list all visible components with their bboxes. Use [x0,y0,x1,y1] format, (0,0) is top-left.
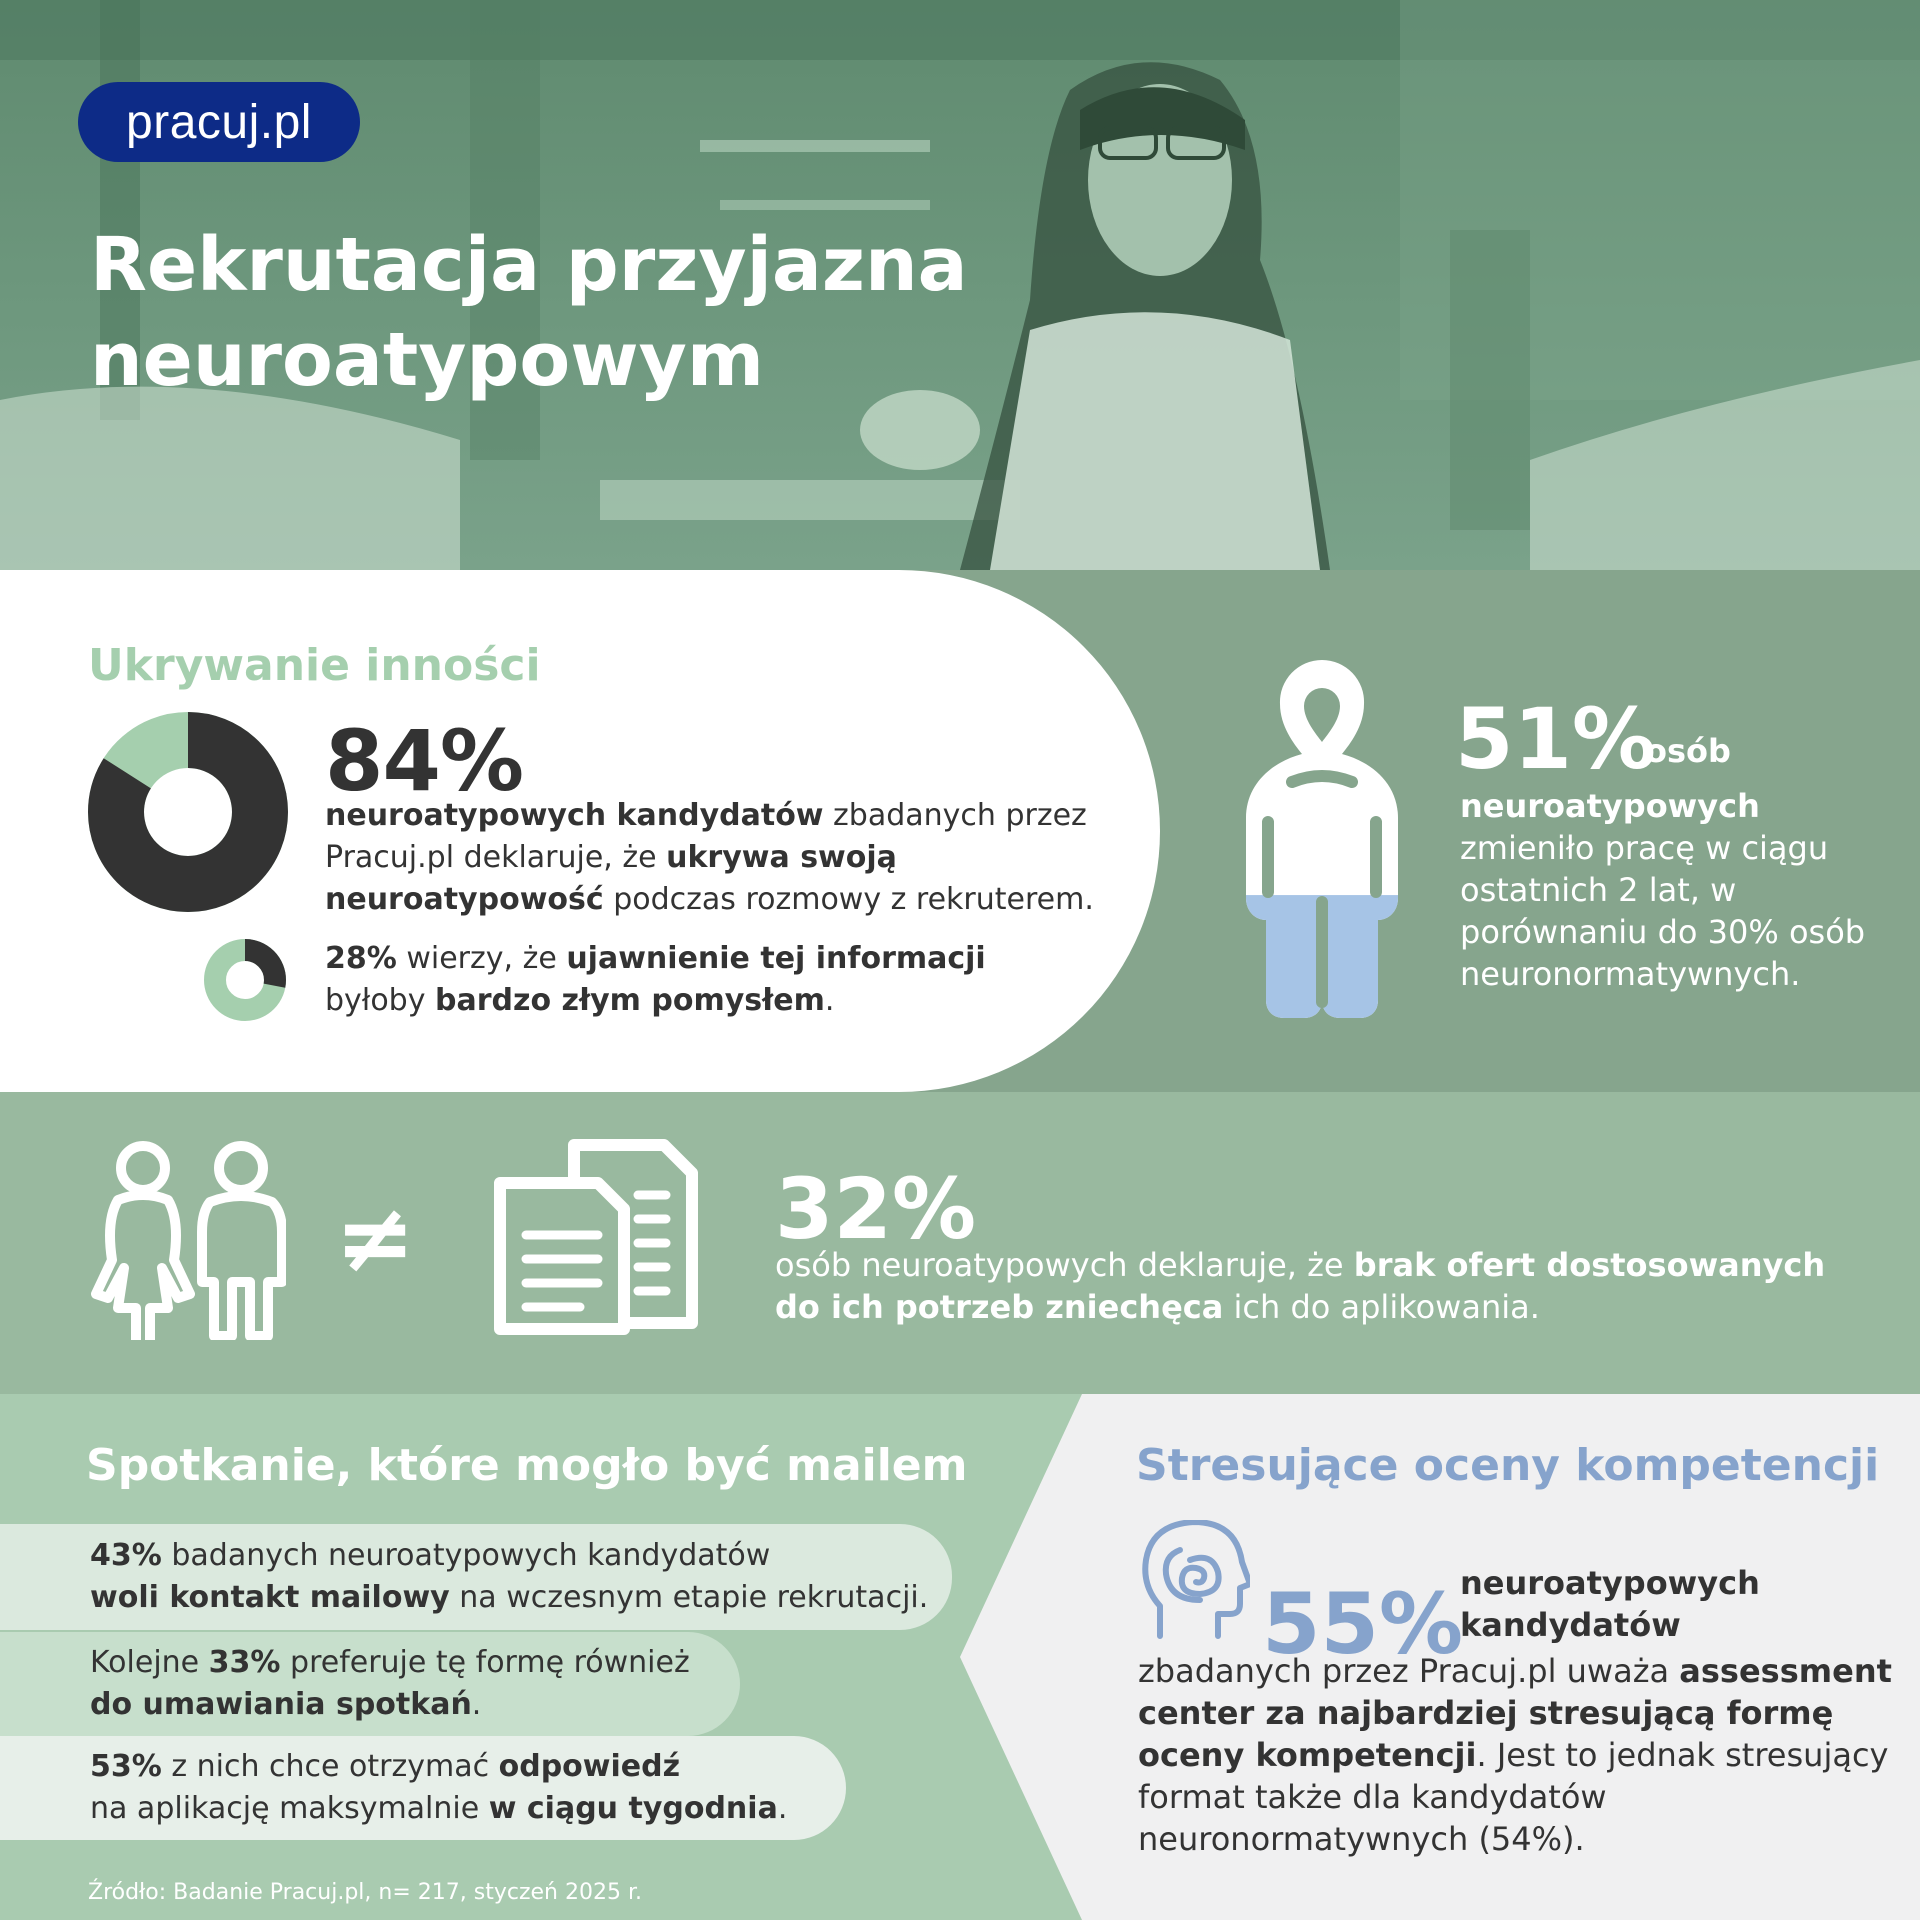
meeting-stat-53: 53% z nich chce otrzymać odpowiedź na aplikację maksymalnie w ciągu tygodnia. [0,1736,846,1840]
source-note: Źródło: Badanie Pracuj.pl, n= 217, styczeń 2025 r. [88,1880,642,1905]
documents-icon [490,1135,700,1335]
stat-55-heading: neuroatypowych kandydatów [1460,1564,1760,1644]
page-title: Rekrutacja przyjazna neuroatypowym [90,222,968,403]
stat-55-value: 55% [1262,1575,1464,1673]
donut-chart-28 [200,935,290,1025]
stat-84-description: neuroatypowych kandydatów zbadanych przez Pracuj.pl deklaruje, że ukrywa swoją neuroatypowość podczas rozmowy z rekruterem. [325,798,1094,917]
pracuj-logo[interactable]: pracuj.pl [78,82,360,162]
stat-32-description: osób neuroatypowych deklaruje, że brak ofert dostosowanych do ich potrzeb zniechęca ich do aplikowania. [775,1246,1826,1326]
not-equal-symbol: ≠ [335,1182,416,1294]
stat-32-value: 32% [775,1160,977,1258]
donut-chart-84 [88,712,288,912]
man-icon [196,1140,286,1340]
stat-51-unit: osób [1645,732,1731,770]
meeting-stat-33: Kolejne 33% preferuje tę formę również do umawiania spotkań. [0,1632,740,1736]
hiding-heading: Ukrywanie inności [88,640,541,691]
assessment-heading: Stresujące oceny kompetencji [1136,1440,1880,1491]
woman-icon [88,1140,198,1340]
head-spiral-icon [1140,1520,1250,1640]
stat-84-value: 84% [325,712,524,810]
stat-51-description: neuroatypowych zmieniło pracę w ciągu ostatnich 2 lat, w porównaniu do 30% osób neuronormatywnych. [1460,787,1866,993]
stat-28-description: 28% wierzy, że ujawnienie tej informacji byłoby bardzo złym pomysłem. [325,941,986,1018]
meeting-heading: Spotkanie, które mogło być mailem [86,1440,968,1491]
stat-51-value: 51% [1455,690,1657,788]
stat-55-description: zbadanych przez Pracuj.pl uważa assessment center za najbardziej stresującą formę oceny kompetencji. Jest to jednak stresujący format także dla kandydatów neuronormatywnych (54%). [1138,1652,1892,1858]
meeting-stat-43: 43% badanych neuroatypowych kandydatów woli kontakt mailowy na wczesnym etapie rekrutacji. [0,1524,952,1630]
person-icon [1232,652,1412,1022]
